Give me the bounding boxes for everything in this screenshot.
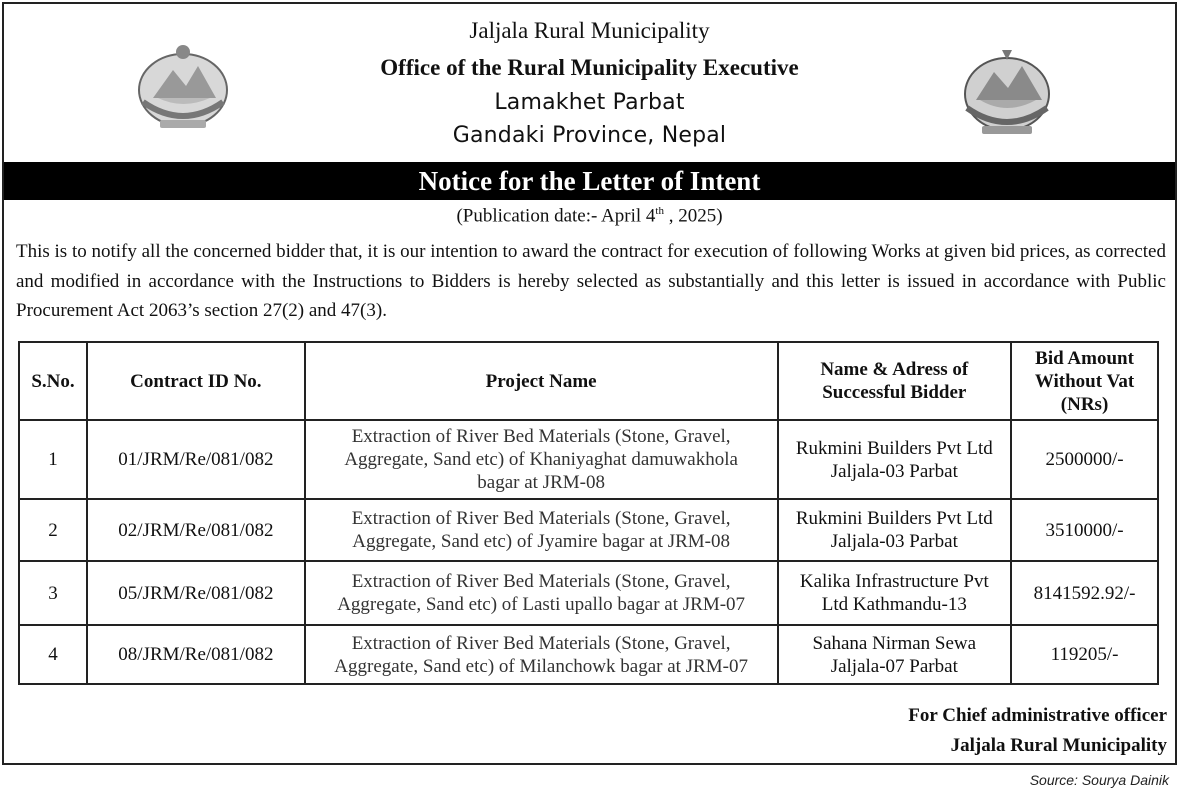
- cell-project: [305, 561, 778, 625]
- header-bidder-line: Successful Bidder: [822, 382, 967, 403]
- cell-project: [305, 625, 778, 684]
- project-line: Extraction of River Bed Materials (Stone, Gravel,: [351, 426, 731, 447]
- table-row: [19, 625, 1158, 684]
- header-sno: S.No.: [19, 342, 87, 420]
- cell-amount: 8141592.92/-: [1011, 561, 1158, 625]
- cell-bidder: [778, 561, 1012, 625]
- cell-sno: 4: [19, 625, 87, 684]
- bidder-line: Kalika Infrastructure Pvt: [799, 571, 989, 592]
- header-contract-id: Contract ID No.: [87, 342, 305, 420]
- cell-contract-id: 05/JRM/Re/081/082: [87, 561, 305, 625]
- project-line: Aggregate, Sand etc) of Lasti upallo bagar at JRM-07: [337, 594, 746, 615]
- project-line: Aggregate, Sand etc) of Milanchowk bagar at JRM-07: [334, 655, 748, 677]
- works-table: [18, 341, 1159, 685]
- project-line: Extraction of River Bed Materials (Stone, Gravel,: [351, 632, 731, 654]
- header-amount-line: Bid Amount: [1035, 347, 1134, 369]
- cell-project: [305, 420, 778, 499]
- cell-bidder: [778, 625, 1012, 684]
- header-project: Project Name: [305, 342, 778, 420]
- letterhead: [4, 4, 1175, 162]
- table-row: [19, 499, 1158, 561]
- municipality-name: Jaljala Rural Municipality: [469, 18, 710, 43]
- table-row: [19, 561, 1158, 625]
- cell-amount: 2500000/-: [1011, 420, 1158, 499]
- office-name: Office of the Rural Municipality Executive: [380, 55, 799, 80]
- cell-contract-id: 02/JRM/Re/081/082: [87, 499, 305, 561]
- signatory-title: For Chief administrative officer: [908, 705, 1167, 726]
- cell-amount: 3510000/-: [1011, 499, 1158, 561]
- cell-contract-id: 01/JRM/Re/081/082: [87, 420, 305, 499]
- publication-date-sup: th: [655, 205, 664, 217]
- bidder-line: Jaljala-03 Parbat: [830, 531, 958, 552]
- project-line: Aggregate, Sand etc) of Khaniyaghat damuwakhola: [344, 449, 738, 470]
- bidder-line: Jaljala-03 Parbat: [830, 460, 958, 482]
- bidder-line: Ltd Kathmandu-13: [821, 594, 967, 615]
- header-bidder-line: Name & Adress of: [820, 359, 969, 380]
- source-credit: Source: Sourya Dainik: [1029, 772, 1169, 788]
- project-line: bagar at JRM-08: [477, 472, 605, 493]
- project-line: Extraction of River Bed Materials (Stone, Gravel,: [351, 508, 731, 529]
- notice-title: Notice for the Letter of Intent: [4, 162, 1175, 200]
- office-location: Lamakhet Parbat: [494, 90, 685, 115]
- bidder-line: Sahana Nirman Sewa: [812, 632, 977, 654]
- table-row: [19, 420, 1158, 499]
- signatory-office: Jaljala Rural Municipality: [950, 735, 1167, 756]
- bidder-line: Rukmini Builders Pvt Ltd: [795, 437, 993, 459]
- cell-bidder: [778, 499, 1012, 561]
- project-line: Aggregate, Sand etc) of Jyamire bagar at JRM-08: [352, 531, 731, 552]
- header-amount: [1011, 342, 1158, 420]
- cell-sno: 3: [19, 561, 87, 625]
- bidder-line: Jaljala-07 Parbat: [830, 655, 958, 677]
- cell-sno: 1: [19, 420, 87, 499]
- project-line: Extraction of River Bed Materials (Stone, Gravel,: [351, 571, 731, 592]
- publication-date-suffix: , 2025): [663, 205, 723, 227]
- cell-contract-id: 08/JRM/Re/081/082: [87, 625, 305, 684]
- header-amount-line: (NRs): [1060, 393, 1109, 415]
- header-amount-line: Without Vat: [1034, 370, 1135, 392]
- publication-date-prefix: (Publication date:- April 4: [456, 205, 656, 227]
- province-name: Gandaki Province, Nepal: [452, 123, 727, 148]
- header-bidder: [778, 342, 1012, 420]
- publication-date: [4, 205, 1175, 227]
- table-header-row: [19, 342, 1158, 420]
- bidder-line: Rukmini Builders Pvt Ltd: [795, 508, 993, 529]
- cell-sno: 2: [19, 499, 87, 561]
- cell-project: [305, 499, 778, 561]
- cell-bidder: [778, 420, 1012, 499]
- cell-amount: 119205/-: [1011, 625, 1158, 684]
- notice-body: This is to notify all the concerned bidder that, it is our intention to award the contract for execution of following Works at given bid prices, as corrected and modified in accordance with the Instructions to Bidders is hereby selected as substantially and this letter is issued in accordance with Public Procurement Act 2063’s section 27(2) and 47(3).: [16, 241, 1166, 321]
